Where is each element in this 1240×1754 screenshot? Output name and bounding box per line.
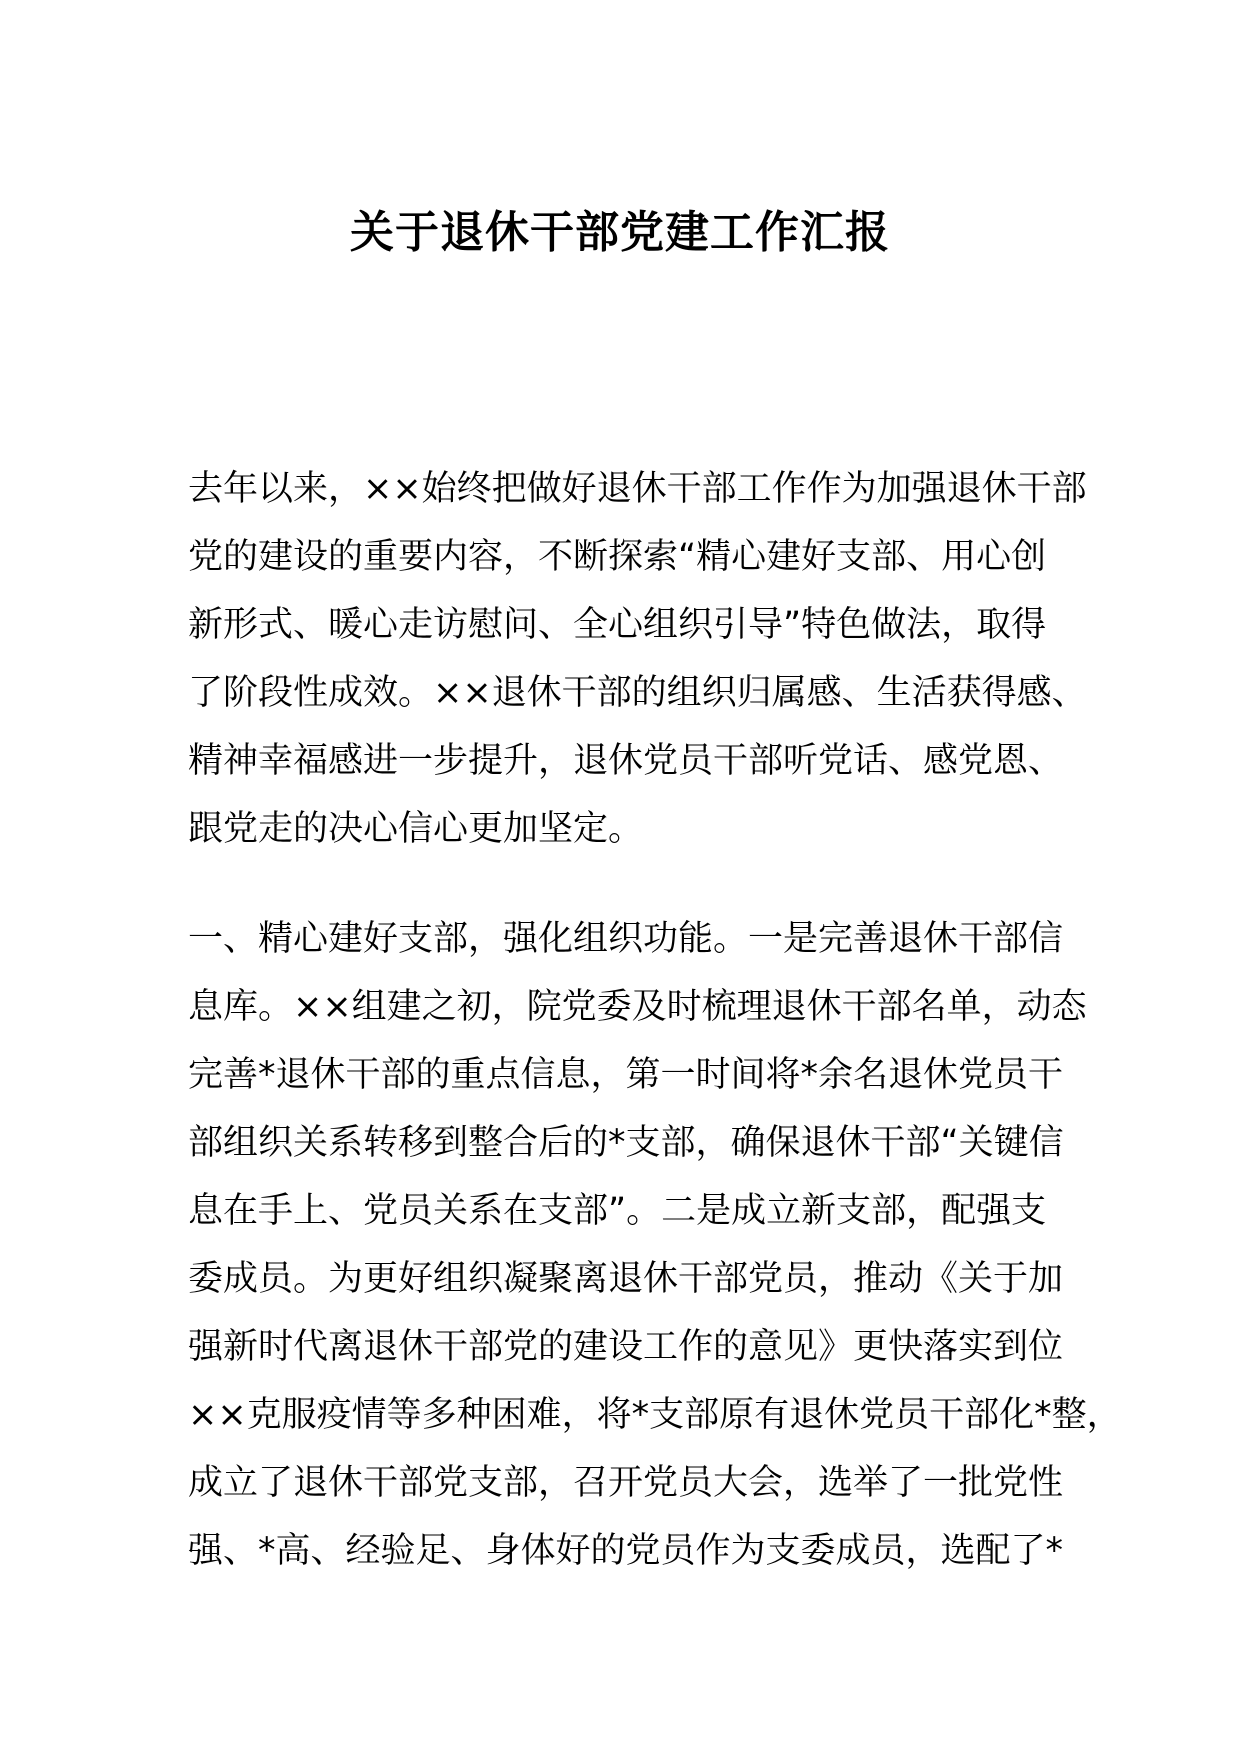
text-line: 新形式、暖心走访慰问、全心组织引导”特色做法，取得	[188, 605, 1047, 645]
text-line: 成立了退休干部党支部，召开党员大会，选举了一批党性	[188, 1463, 1064, 1503]
text-line: 息库。××组建之初，院党委及时梳理退休干部名单，动态	[188, 987, 1087, 1027]
text-line: 跟党走的决心信心更加坚定。	[188, 809, 644, 849]
text-line: 强、*高、经验足、身体好的党员作为支委成员，选配了*	[188, 1531, 1064, 1571]
text-line: 息在手上、党员关系在支部”。二是成立新支部，配强支	[188, 1191, 1047, 1231]
text-line: 一、精心建好支部，强化组织功能。一是完善退休干部信	[188, 919, 1064, 959]
text-line: 完善*退休干部的重点信息，第一时间将*余名退休党员干	[188, 1055, 1064, 1095]
text-line: 委成员。为更好组织凝聚离退休干部党员，推动《关于加	[188, 1259, 1064, 1299]
text-line: 去年以来，××始终把做好退休干部工作作为加强退休干部	[188, 469, 1087, 509]
text-line: 党的建设的重要内容，不断探索“精心建好支部、用心创	[188, 537, 1047, 577]
text-line: 了阶段性成效。××退休干部的组织归属感、生活获得感、	[188, 673, 1087, 713]
text-line: ××克服疫情等多种困难，将*支部原有退休党员干部化*整，	[188, 1395, 1122, 1435]
paragraph-intro	[188, 455, 1088, 863]
text-line: 部组织关系转移到整合后的*支部，确保退休干部“关键信	[188, 1123, 1064, 1163]
document-title: 关于退休干部党建工作汇报	[350, 207, 890, 258]
text-line: 精神幸福感进一步提升，退休党员干部听党话、感党恩、	[188, 741, 1064, 781]
paragraph-section-one	[188, 905, 1122, 1585]
text-line: 强新时代离退休干部党的建设工作的意见》更快落实到位	[188, 1327, 1064, 1367]
